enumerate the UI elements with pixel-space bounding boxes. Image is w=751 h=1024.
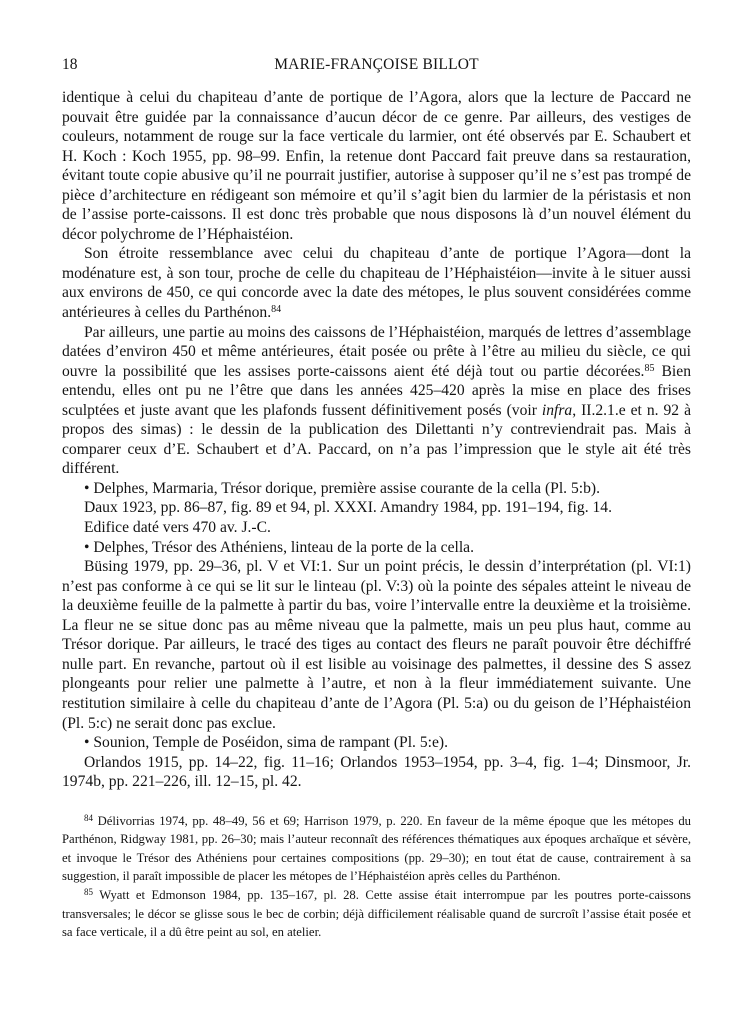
footnote-84 [62, 812, 691, 886]
catalog-item-title: • Sounion, Temple de Poséidon, sima de rampant (Pl. 5:e). [84, 734, 448, 752]
paragraph-text: , II.2.1.e et n. 92 à propos des simas) : le dessin de la publication des Dilettanti n’y contreviendrait pas. Mais à comparer ceux d’E. Schaubert et d’A. Paccard, on n’a pas l’impression que le style ait été très différent. [62, 401, 691, 478]
footnote-85 [62, 886, 691, 942]
infra-italic: infra [541, 401, 573, 419]
main-text [62, 88, 691, 792]
footnote-number: 84 [84, 812, 93, 823]
paragraph-continued: identique à celui du chapiteau d’ante de portique de l’Agora, alors que la lecture de Paccard ne pouvait être guidée par la connaissance d’aucun décor de ce genre. Par ailleurs, des vestiges de couleurs, notamment de rouge sur la face verticale du larmier, ont été observés par E. Schaubert et H. Koch : Koch 1955, pp. 98–99. Enfin, la retenue dont Paccard fait preuve dans sa restauration, évitant toute copie abusive qu’il ne pourrait justifier, autorise à supposer qu’il ne s’est pas trompé de pièce d’architecture en rédigeant son mémoire et qu’il s’agit bien du larmier de la péristasis et non de l’assise porte-caissons. Il est donc très probable que nous disposons là d’un nouvel élément du décor polychrome de l’Héphaistéion. [62, 89, 691, 243]
page [62, 56, 691, 942]
page-number: 18 [62, 56, 78, 73]
catalog-item-reference: Orlandos 1915, pp. 14–22, fig. 11–16; Orlandos 1953–1954, pp. 3–4, fig. 1–4; Dinsmoor, Jr. 1974b, pp. 221–226, ill. 12–15, pl. 42. [62, 753, 691, 791]
paragraph-resemblance [62, 244, 691, 322]
footnote-ref-85[interactable]: 85 [644, 362, 655, 374]
catalog-item-reference: Daux 1923, pp. 86–87, fig. 89 et 94, pl. XXXI. Amandry 1984, pp. 191–194, fig. 14. [84, 499, 612, 517]
paragraph-caissons [62, 323, 691, 479]
footnote-number: 85 [84, 887, 93, 898]
catalog-item-title: • Delphes, Marmaria, Trésor dorique, première assise courante de la cella (Pl. 5:b). [84, 479, 600, 497]
running-header [62, 56, 691, 78]
footnote-text: Délivorrias 1974, pp. 48–49, 56 et 69; Harrison 1979, p. 220. En faveur de la même époque que les métopes du Parthénon, Ridgway 1981, pp. 26–30; mais l’auteur reconnaît des références thématiques aux époques archaïque et sévère, et invoque le Trésor des Athéniens pour certaines compositions (pp. 29–30); en tout état de cause, contrairement à sa suggestion, il paraît impossible de placer les métopes de l’Héphaistéion après celles du Parthénon. [62, 813, 692, 884]
paragraph-text: Son étroite ressemblance avec celui du chapiteau d’ante de portique l’Agora—dont la modénature est, à son tour, proche de celle du chapiteau de l’Héphaistéion—invite à le situer aussi aux environs de 450, ce qui concorde avec la date des métopes, le plus souvent considérées comme antérieures à celles du Parthénon. [62, 245, 691, 322]
footnote-ref-84[interactable]: 84 [271, 304, 282, 316]
catalog-item-body: Büsing 1979, pp. 29–36, pl. V et VI:1. Sur un point précis, le dessin d’interprétation (pl. VI:1) n’est pas conforme à ce qui se lit sur le linteau (pl. V:3) où la pointe des sépales atteint le niveau de la deuxième feuille de la palmette à partir du bas, voire l’intervalle entre la deuxième et la troisième. La fleur ne se situe donc pas au même niveau que la palmette, mais un peu plus haut, comme au Trésor dorique. Par ailleurs, le tracé des tiges au contact des fleurs ne paraît pouvoir être déchiffré nulle part. En revanche, partout où il est lisible au voisinage des palmettes, il dessine des S assez plongeants pour relier une palmette à l’autre, et non à la fleur immédiatement suivante. Une restitution similaire à celle du chapiteau d’ante de l’Agora (Pl. 5:a) ou du geison de l’Héphaistéion (Pl. 5:c) ne serait donc pas exclue. [62, 558, 691, 732]
footnotes [62, 812, 691, 942]
catalog-item-date: Edifice daté vers 470 av. J.-C. [84, 519, 271, 537]
paragraph-text: Bien entendu, elles ont pu ne l’être que dans les années 425–420 après la mise en place des frises sculptées et juste avant que les plafonds fussent définitivement posés (voir [62, 362, 691, 419]
running-title: MARIE-FRANÇOISE BILLOT [274, 56, 479, 73]
catalog-item-title: • Delphes, Trésor des Athéniens, linteau de la porte de la cella. [84, 538, 475, 556]
paragraph-text: Par ailleurs, une partie au moins des caissons de l’Héphaistéion, marqués de lettres d’assemblage datées d’environ 450 et même antérieures, était posée ou prête à l’être au milieu du siècle, ce qui ouvre la possibilité que les assises porte-caissons aient été déjà tout ou partie décorées. [62, 323, 691, 380]
footnote-text: Wyatt et Edmonson 1984, pp. 135–167, pl. 28. Cette assise était interrompue par les poutres porte-caissons transversales; le décor se glisse sous le bec de corbin; déjà difficilement réalisable quand de surcroît l’assise était posée et sa face verticale, il a dû être peint au sol, en atelier. [62, 888, 691, 940]
